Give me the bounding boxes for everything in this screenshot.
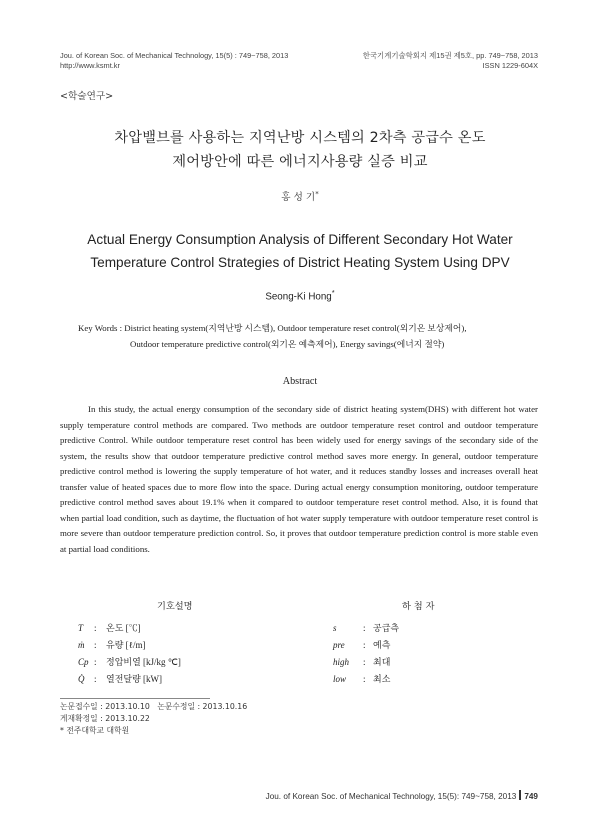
title-english-line1: Actual Energy Consumption Analysis of Different Secondary Hot Water <box>87 232 513 247</box>
keywords-line1 <box>78 320 467 336</box>
nomenclature-desc: 열전달량 [kW] <box>106 674 163 684</box>
footnote-divider <box>60 698 210 699</box>
journal-citation: Jou. of Korean Soc. of Mechanical Technology, 15(5) : 749~758, 2013 <box>60 51 289 60</box>
page-footer <box>266 790 538 801</box>
author-korean-name: 홍 성 기 <box>281 192 316 203</box>
subscript-desc: 최대 <box>373 657 391 667</box>
journal-url[interactable]: http://www.ksmt.kr <box>60 61 120 70</box>
running-header-right <box>363 51 538 71</box>
nomenclature-symbol: T <box>78 623 84 633</box>
title-korean-line1: 차압밸브를 사용하는 지역난방 시스템의 2차측 공급수 온도 <box>114 130 486 146</box>
abstract-text: In this study, the actual energy consumption of the secondary side of district heating system(DHS) with different hot water supply temperature control methods are compared. Two methods are outdoor temperature reset control and outdoor temperature predictive Control. While outdoor temperature reset control has been widely used for energy savings of the secondary side of the system, the results show that outdoor temperature predictive control method saves more energy. In general, outdoor temperature predictive control method is lowering the supply temperature of hot water, and it reduces standby losses and increases overall heat transfer value of heated spaces due to more flow into the space. During actual energy consumption monitoring, outdoor temperature predictive control method saves about 19.1% when it compared to outdoor temperature reset control method. Also, it is found that when partial load condition, such as daytime, the fluctuation of hot water supply temperature with outdoor temperature reset control is more severe than outdoor temperature prediction control. So, it proves that outdoor temperature prediction control is more stable even at partial load conditions. <box>60 404 538 554</box>
article-category: <학술연구> <box>60 91 114 102</box>
title-english-line2: Temperature Control Strategies of District Heating System Using DPV <box>90 255 510 270</box>
footnotes <box>60 701 247 737</box>
nomenclature-symbol: ṁ <box>78 640 85 650</box>
subscript-desc: 공급측 <box>373 623 400 633</box>
keywords-block <box>78 320 467 352</box>
journal-citation-kr: 한국기계기술학회지 제15권 제5호, pp. 749~758, 2013 <box>362 51 538 60</box>
author-english-mark: * <box>331 288 335 297</box>
subscript-item: pre : 예측 <box>333 637 399 654</box>
footer-citation: Jou. of Korean Soc. of Mechanical Technology, 15(5): 749~758, 2013 <box>265 792 517 801</box>
subscript-desc: 예측 <box>373 640 391 650</box>
nomenclature-desc: 정압비열 [kJ/kg ℃] <box>106 657 181 667</box>
nomenclature-item: Q̇ : 열전달량 [kW] <box>78 671 181 688</box>
nomenclature-symbol: Cp <box>78 657 89 667</box>
author-affiliation: * 전주대학교 대학원 <box>60 726 130 735</box>
subscript-symbol: low <box>333 674 347 684</box>
nomenclature-desc: 유량 [ℓ/m] <box>106 640 146 650</box>
footer-separator <box>519 790 521 800</box>
keywords-line2: Outdoor temperature predictive control(외기온 예측제어), Energy savings(에너지 절약) <box>130 339 445 349</box>
accepted-date: 게재확정일 : 2013.10.22 <box>60 714 150 723</box>
author-english <box>0 288 600 302</box>
subscript-symbol: s <box>333 623 337 633</box>
nomenclature-item: Cp : 정압비열 [kJ/kg ℃] <box>78 654 181 671</box>
page-number: 749 <box>524 792 538 801</box>
subscript-item: high : 최대 <box>333 654 399 671</box>
subscript-symbol: pre <box>333 640 345 650</box>
keywords-text-1: District heating system(지역난방 시스템), Outdoor temperature reset control(외기온 보상제어), <box>124 323 467 333</box>
subscript-item: s : 공급측 <box>333 620 399 637</box>
nomenclature-desc: 온도 [℃] <box>106 623 141 633</box>
issn: ISSN 1229-604X <box>482 61 538 70</box>
nomenclature-heading: 기호설명 <box>157 601 193 612</box>
keywords-label: Key Words : <box>78 323 125 333</box>
title-korean <box>0 126 600 174</box>
abstract-heading: Abstract <box>282 376 318 387</box>
author-korean-mark: * <box>315 189 319 198</box>
running-header-left <box>60 51 288 71</box>
subscript-desc: 최소 <box>373 674 391 684</box>
author-english-name: Seong-Ki Hong <box>265 291 332 303</box>
received-dates: 논문접수일 : 2013.10.10 논문수정일 : 2013.10.16 <box>60 702 248 711</box>
title-english <box>0 228 600 274</box>
title-korean-line2: 제어방안에 따른 에너지사용량 실증 비교 <box>172 154 428 170</box>
nomenclature-item: T : 온도 [℃] <box>78 620 181 637</box>
nomenclature-list <box>78 620 181 688</box>
nomenclature-symbol: Q̇ <box>78 674 85 684</box>
subscript-symbol: high <box>333 657 350 667</box>
subscripts-heading: 하 첨 자 <box>402 601 435 612</box>
author-korean <box>0 189 600 203</box>
subscript-item: low : 최소 <box>333 671 399 688</box>
subscripts-list <box>333 620 399 688</box>
nomenclature-item: ṁ : 유량 [ℓ/m] <box>78 637 181 654</box>
